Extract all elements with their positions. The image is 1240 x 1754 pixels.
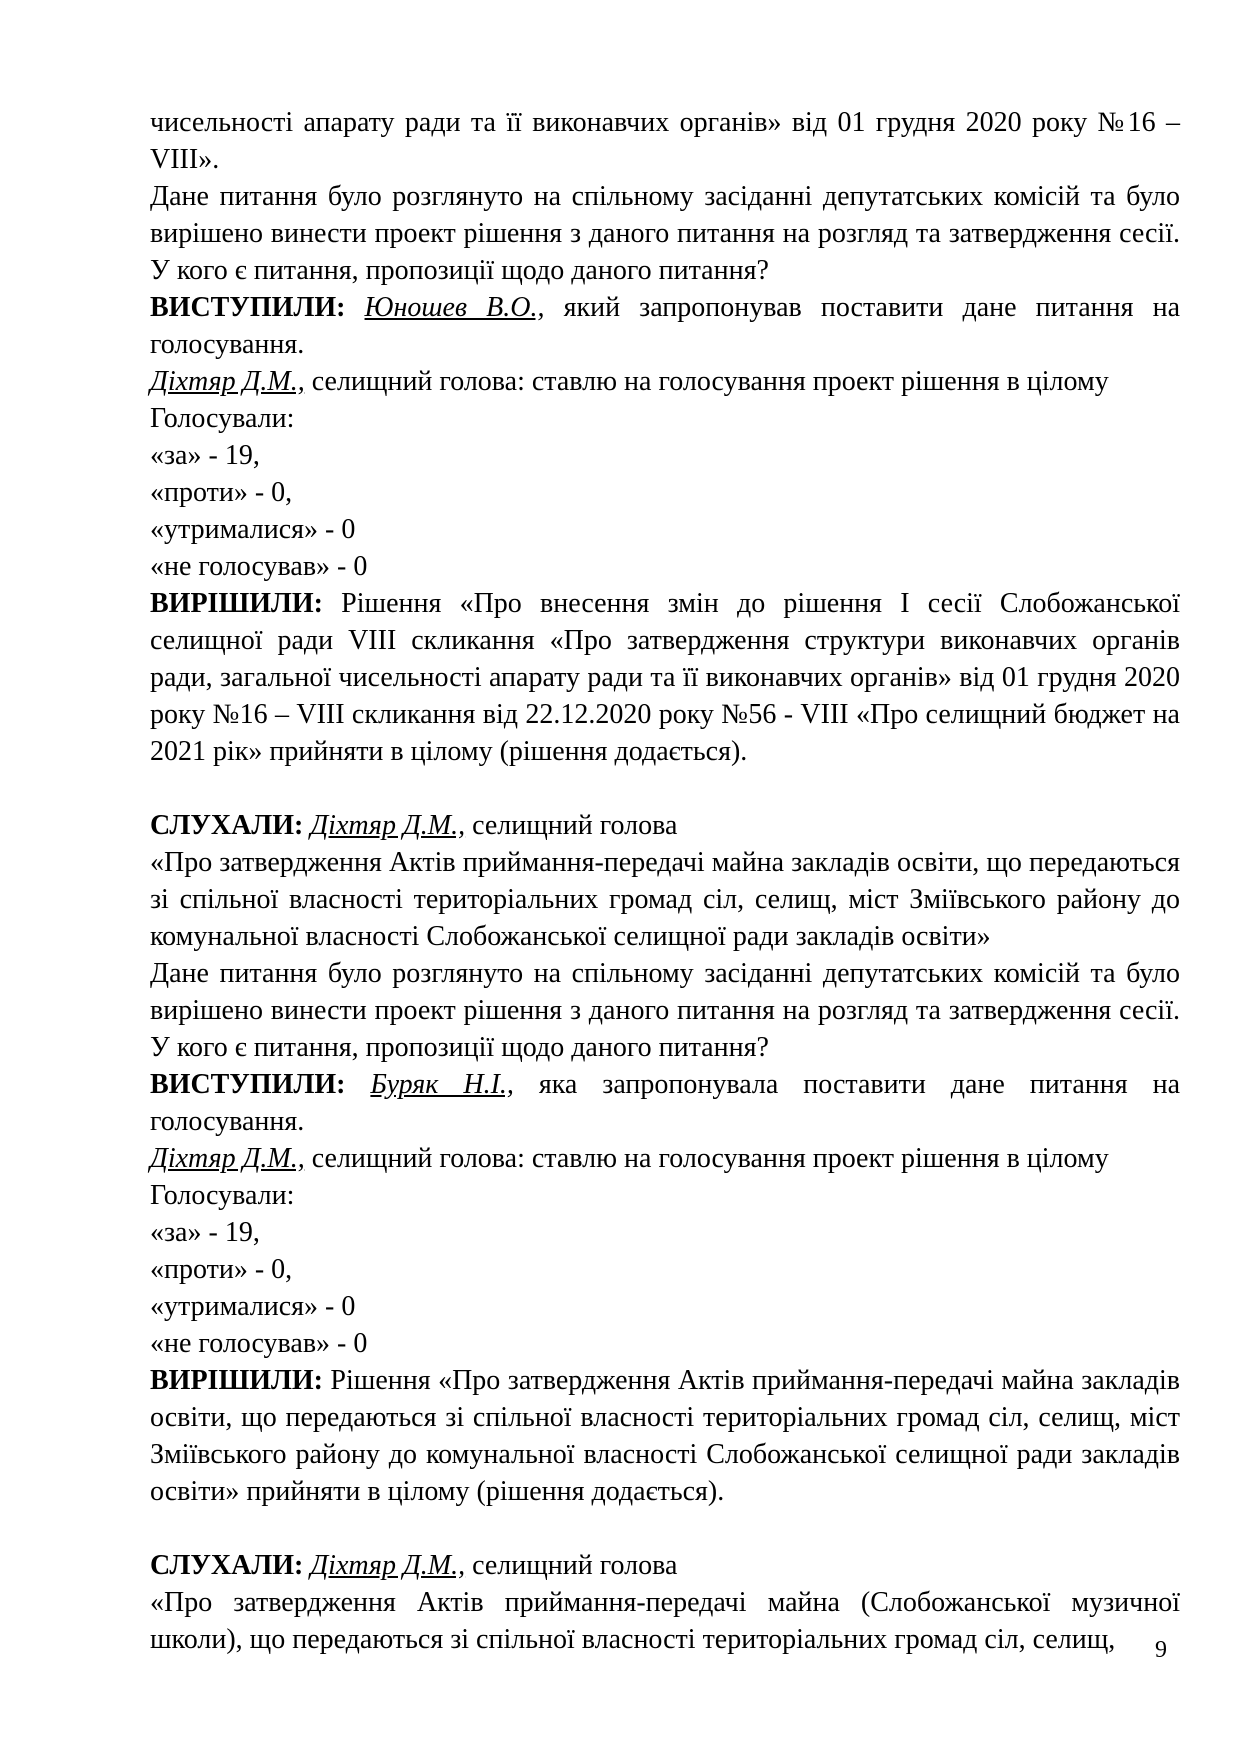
vote-for: «за» - 19, [150, 440, 260, 471]
head-text: селищний голова: ставлю на голосування проект рішення в цілому [311, 1143, 1109, 1174]
section-heard-3 [150, 1547, 1180, 1584]
voted-label: Голосували: [150, 403, 295, 434]
heard-role: селищний голова [472, 810, 678, 841]
decided-text: Рішення «Про затвердження Актів приймання-передачі майна закладів освіти, що передаються зі спільної власності територіальних громад сіл, селищ, міст Зміївського району до комунальної власності Слобожанської селищної ради закладів освіти» прийняти в цілому (рішення додається). [150, 1365, 1180, 1507]
head-name: Діхтяр Д.М., [150, 366, 305, 397]
section-gap [150, 770, 1180, 807]
section-title-2: «Про затвердження Актів приймання-передачі майна закладів освіти, що передаються зі спільної власності територіальних громад сіл, селищ, міст Зміївського району до комунальної власності Слобожанської селищної ради закладів освіти» [150, 847, 1180, 952]
paragraph-head-vote [150, 363, 1180, 400]
section-heard-2 [150, 807, 1180, 844]
paragraph-continuation: чисельності апарату ради та її виконавчих органів» від 01 грудня 2020 року №16 – VIII». [150, 107, 1180, 175]
spoke-text: який запропонував поставити дане питання на голосування. [150, 292, 1181, 360]
vote-against: «проти» - 0, [150, 477, 293, 508]
section-gap [150, 1510, 1180, 1547]
vote-none: «не голосував» - 0 [150, 1328, 368, 1359]
head-text: селищний голова: ставлю на голосування проект рішення в цілому [311, 366, 1109, 397]
decided-text: Рішення «Про внесення змін до рішення I сесії Слобожанської селищної ради VIII скликання «Про затвердження структури виконавчих органів ради, загальної чисельності апарату ради та її виконавчих органів» від 01 грудня 2020 року №16 – VІІІ скликання від 22.12.2020 року №56 - VIII «Про селищний бюджет на 2021 рік» прийняти в цілому (рішення додається). [150, 588, 1181, 767]
section-decided-2 [150, 1362, 1180, 1510]
heard-name: Діхтяр Д.М., [310, 1550, 466, 1581]
head-name: Діхтяр Д.М., [150, 1143, 305, 1174]
heard-name: Діхтяр Д.М., [310, 810, 466, 841]
vote-none: «не голосував» - 0 [150, 551, 368, 582]
paragraph-decided [150, 585, 1180, 770]
heard-label: СЛУХАЛИ: [150, 1550, 304, 1581]
speaker-name: Буряк Н.І., [370, 1069, 514, 1100]
voted-label: Голосували: [150, 1180, 295, 1211]
heard-role: селищний голова [472, 1550, 678, 1581]
page-number: 9 [1155, 1637, 1167, 1663]
section-head-vote-2 [150, 1140, 1180, 1177]
vote-abstain: «утрималися» - 0 [150, 514, 356, 545]
decided-label: ВИРІШИЛИ: [150, 1365, 323, 1396]
section-desc-2: Дане питання було розглянуто на спільному засіданні депутатських комісій та було вирішено винести проект рішення з даного питання на розгляд та затвердження сесії. У кого є питання, пропозиції щодо даного питання? [150, 958, 1180, 1063]
vote-against: «проти» - 0, [150, 1254, 293, 1285]
heard-label: СЛУХАЛИ: [150, 810, 304, 841]
spoke-label: ВИСТУПИЛИ: [150, 1069, 346, 1100]
speaker-name: Юношев В.О., [364, 292, 545, 323]
decided-label: ВИРІШИЛИ: [150, 588, 323, 619]
section-title-3: «Про затвердження Актів приймання-передачі майна (Слобожанської музичної школи), що передаються зі спільної власності територіальних громад сіл, селищ, [150, 1587, 1180, 1655]
paragraph-discussion: Дане питання було розглянуто на спільному засіданні депутатських комісій та було вирішено винести проект рішення з даного питання на розгляд та затвердження сесії. У кого є питання, пропозиції щодо даного питання? [150, 181, 1180, 286]
vote-for: «за» - 19, [150, 1217, 260, 1248]
paragraph-spoke [150, 289, 1180, 363]
spoke-label: ВИСТУПИЛИ: [150, 292, 346, 323]
document-body [150, 104, 1180, 1658]
vote-abstain: «утрималися» - 0 [150, 1291, 356, 1322]
section-spoke-2 [150, 1066, 1180, 1140]
spoke-text: яка запропонувала поставити дане питання на голосування. [150, 1069, 1180, 1137]
